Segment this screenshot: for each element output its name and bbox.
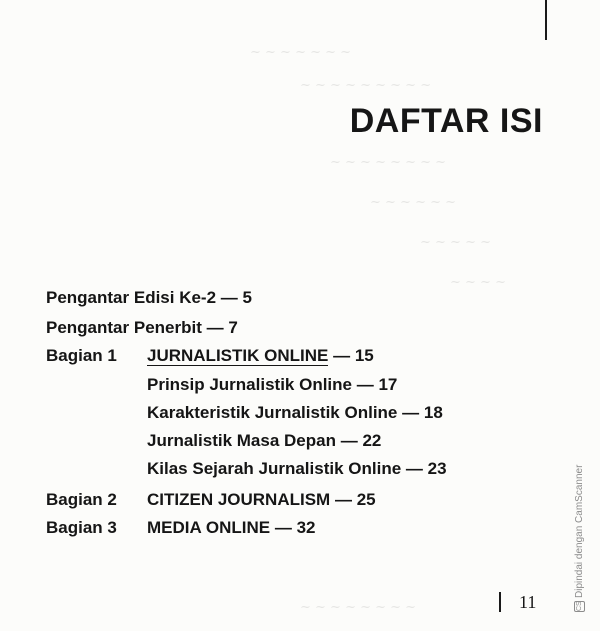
section-heading: [147, 518, 315, 538]
toc-dash: —: [340, 431, 358, 450]
section-label: Bagian 2: [46, 490, 117, 509]
subsection-page: 18: [423, 403, 443, 422]
subsection-title: Karakteristik Jurnalistik Online: [147, 403, 398, 422]
toc-subsection: [147, 431, 381, 451]
page-number-rule: [499, 592, 501, 612]
section-title: JURNALISTIK ONLINE: [147, 346, 329, 365]
toc-entry-pengantar-penerbit: [46, 318, 238, 338]
toc-entry-label: Pengantar Penerbit: [46, 318, 202, 337]
toc-subsection: [147, 403, 443, 423]
section-label: Bagian 1: [46, 346, 117, 365]
toc-dash: —: [405, 459, 423, 478]
toc-dash: —: [356, 375, 374, 394]
section-label: Bagian 3: [46, 518, 117, 537]
toc-dash: —: [274, 518, 292, 537]
subsection-page: 17: [378, 375, 398, 394]
subsection-title: Jurnalistik Masa Depan: [147, 431, 336, 450]
toc-entry-label: Pengantar Edisi Ke-2: [46, 288, 217, 307]
toc-entry-pengantar-edisi: [46, 288, 252, 308]
toc-dash: —: [220, 288, 238, 307]
subsection-title: Kilas Sejarah Jurnalistik Online: [147, 459, 402, 478]
page-number: 11: [519, 592, 537, 612]
section-heading: [147, 490, 376, 510]
toc-subsection: [147, 459, 447, 479]
toc-dash: —: [334, 490, 352, 509]
subsection-page: 23: [427, 459, 447, 478]
section-heading: [147, 346, 374, 366]
section-page: 25: [356, 490, 376, 509]
toc-dash: —: [333, 346, 351, 365]
page-title: DAFTAR ISI: [349, 102, 543, 140]
section-title: CITIZEN JOURNALISM: [147, 490, 331, 509]
toc-subsection: [147, 375, 397, 395]
toc-entry-page: 5: [242, 288, 252, 307]
toc-dash: —: [206, 318, 224, 337]
section-title: MEDIA ONLINE: [147, 518, 271, 537]
watermark-text: Dipindai dengan CamScanner: [574, 464, 586, 598]
section-page: 32: [296, 518, 316, 537]
subsection-title: Prinsip Jurnalistik Online: [147, 375, 352, 394]
camscanner-icon: CS: [576, 601, 583, 611]
section-page: 15: [354, 346, 374, 365]
camscanner-watermark: [574, 465, 585, 612]
toc-dash: —: [402, 403, 420, 422]
subsection-page: 22: [362, 431, 382, 450]
toc-entry-page: 7: [228, 318, 238, 337]
